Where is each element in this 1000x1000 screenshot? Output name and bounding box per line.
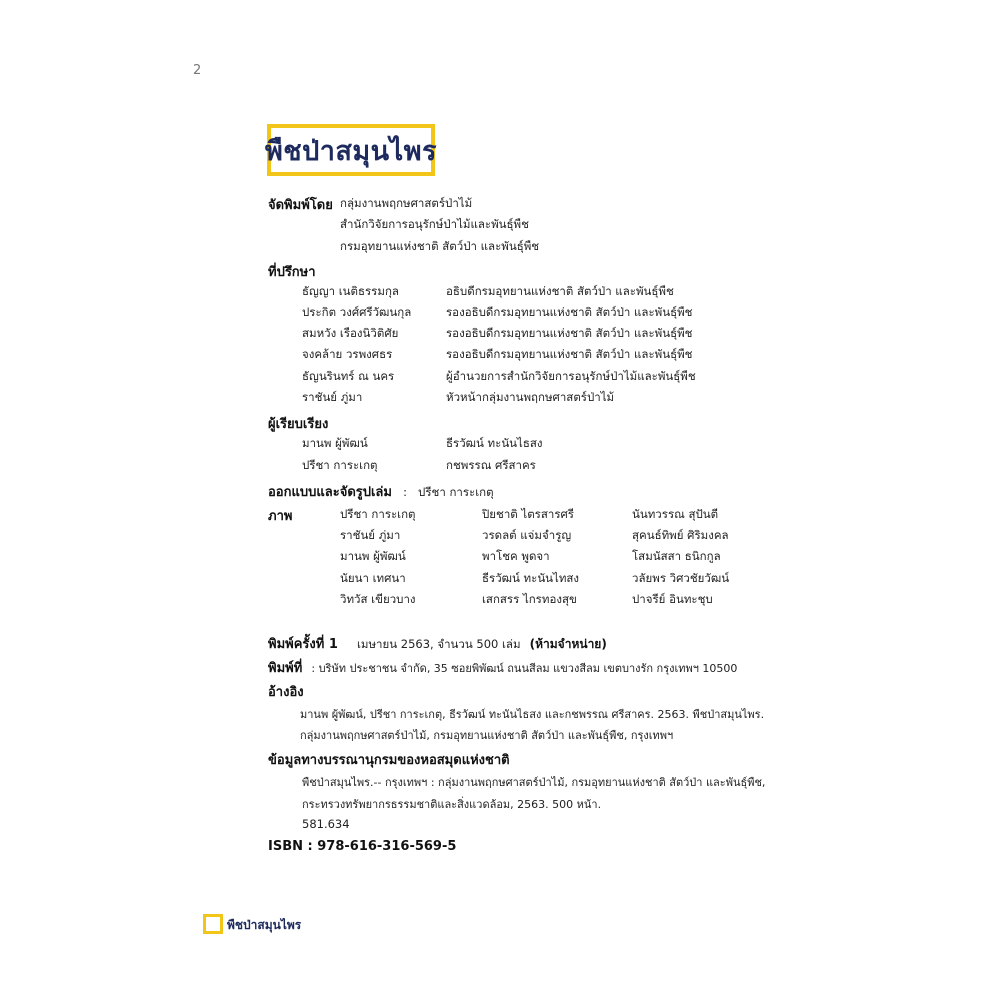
advisor-name: ธัญนรินทร์ ณ นคร (302, 369, 395, 383)
advisor-position: หัวหน้ากลุ่มงานพฤกษศาสตร์ป่าไม้ (446, 390, 615, 404)
photographer: โสมนัสสา ธนิกกูล (632, 549, 721, 563)
design-label: ออกแบบและจัดรูปเล่ม (268, 485, 392, 500)
publisher-line: กลุ่มงานพฤกษศาสตร์ป่าไม้ (340, 196, 473, 210)
page-number: 2 (193, 63, 202, 78)
photographer: วิทวัส เขียวบาง (340, 592, 416, 606)
photos-label: ภาพ (268, 509, 293, 524)
photographer: ราชันย์ ภู่มา (340, 528, 401, 542)
photographer: เสกสรร ไกรทองสุข (482, 592, 577, 606)
advisor-name: ธัญญา เนติธรรมกุล (302, 284, 399, 298)
publisher-line: กรมอุทยานแห่งชาติ สัตว์ป่า และพันธุ์พืช (340, 239, 540, 253)
photographer: พาโชค พูดจา (482, 549, 550, 563)
reference-line: มานพ ผู้พัฒน์, ปรีชา การะเกตุ, ธีรวัฒน์ ทะนันไธสง และกชพรรณ ศรีสาคร. 2563. พืชป่าสมุนไพร. (300, 708, 765, 721)
catalog-label: ข้อมูลทางบรรณานุกรมของหอสมุดแห่งชาติ (268, 753, 510, 768)
publisher-line: สำนักวิจัยการอนุรักษ์ป่าไม้และพันธุ์พืช (340, 217, 529, 231)
edition-line (268, 633, 607, 654)
advisor-name: ประกิต วงศ์ศรีวัฒนกุล (302, 305, 412, 319)
compiler-name: ปรีชา การะเกตุ (302, 458, 378, 472)
photographer: ปาจรีย์ อินทะชุบ (632, 592, 713, 606)
catalog-line: กระทรวงทรัพยากรธรรมชาติและสิ่งแวดล้อม, 2563. 500 หน้า. (302, 798, 602, 811)
reference-label: อ้างอิง (268, 685, 304, 700)
book-title: พืชป่าสมุนไพร (264, 135, 438, 167)
footer-accent-box (203, 914, 223, 934)
advisor-position: รองอธิบดีกรมอุทยานแห่งชาติ สัตว์ป่า และพันธุ์พืช (446, 347, 693, 361)
photographer: ปิยชาติ ไตรสารศรี (482, 507, 574, 521)
isbn: ISBN : 978-616-316-569-5 (268, 839, 457, 854)
photographer: มานพ ผู้พัฒน์ (340, 549, 406, 563)
edition-text: เมษายน 2563, จำนวน 500 เล่ม (356, 637, 521, 651)
compilers-label: ผู้เรียบเรียง (268, 417, 329, 432)
compiler-name: ธีรวัฒน์ ทะนันไธสง (446, 436, 543, 450)
photographer: ธีรวัฒน์ ทะนันไทสง (482, 571, 580, 585)
edition-note: (ห้ามจำหน่าย) (529, 637, 607, 651)
photographer: ปรีชา การะเกตุ (340, 507, 416, 521)
design-separator: : (403, 485, 407, 499)
catalog-line: พืชป่าสมุนไพร.-- กรุงเทพฯ : กลุ่มงานพฤกษศาสตร์ป่าไม้, กรมอุทยานแห่งชาติ สัตว์ป่า และพันธุ์พืช, (302, 776, 766, 789)
photographer: นันทวรรณ สุปันตี (632, 507, 719, 521)
photographer: วลัยพร วิศวชัยวัฒน์ (632, 571, 730, 585)
design-value: ปรีชา การะเกตุ (418, 485, 494, 499)
edition-label: พิมพ์ครั้งที่ 1 (268, 637, 338, 652)
advisor-name: ราชันย์ ภู่มา (302, 390, 363, 404)
book-title-box (264, 124, 438, 176)
advisor-name: สมหวัง เรืองนิวิติศัย (302, 326, 399, 340)
printer-label: พิมพ์ที่ (268, 661, 303, 676)
advisor-name: จงคล้าย วรพงศธร (302, 347, 393, 361)
compiler-name: มานพ ผู้พัฒน์ (302, 436, 368, 450)
advisor-position: ผู้อำนวยการสำนักวิจัยการอนุรักษ์ป่าไม้และพันธุ์พืช (446, 369, 696, 383)
design-line (268, 481, 494, 502)
footer-title: พืชป่าสมุนไพร (227, 918, 302, 932)
advisor-position: รองอธิบดีกรมอุทยานแห่งชาติ สัตว์ป่า และพันธุ์พืช (446, 305, 693, 319)
compiler-name: กชพรรณ ศรีสาคร (446, 458, 536, 472)
reference-line: กลุ่มงานพฤกษศาสตร์ป่าไม้, กรมอุทยานแห่งชาติ สัตว์ป่า และพันธุ์พืช, กรุงเทพฯ (300, 729, 674, 742)
printer-text: : บริษัท ประชาชน จำกัด, 35 ซอยพิพัฒน์ ถนนสีลม แขวงสีลม เขตบางรัก กรุงเทพฯ 10500 (311, 662, 738, 675)
photographer: วรดลต์ แจ่มจำรูญ (482, 528, 572, 542)
catalog-line: 581.634 (302, 817, 350, 831)
printer-line (268, 657, 737, 678)
advisors-label: ที่ปรึกษา (268, 265, 316, 280)
photographer: นัยนา เทศนา (340, 571, 406, 585)
photographer: สุคนธ์ทิพย์ ศิริมงคล (632, 528, 729, 542)
advisor-position: รองอธิบดีกรมอุทยานแห่งชาติ สัตว์ป่า และพันธุ์พืช (446, 326, 693, 340)
publisher-label: จัดพิมพ์โดย (268, 198, 333, 213)
advisor-position: อธิบดีกรมอุทยานแห่งชาติ สัตว์ป่า และพันธุ์พืช (446, 284, 674, 298)
